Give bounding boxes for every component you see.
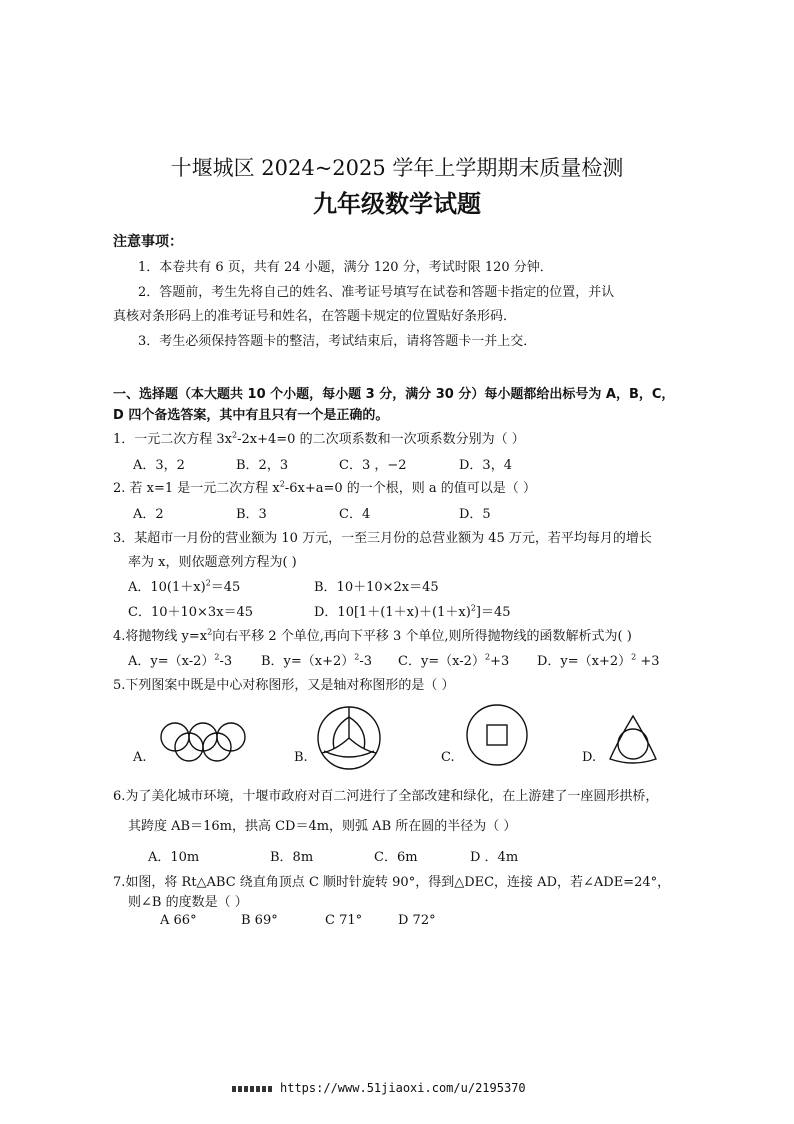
- q4-c-exponent: 2: [484, 652, 491, 662]
- q3-option-a: [128, 576, 240, 595]
- q4-c-post: +3: [490, 654, 510, 669]
- q4-b-pre: B．y=（x+2）: [261, 654, 355, 669]
- q4-option-d: [537, 650, 660, 669]
- q4-a-pre: A．y=（x-2）: [128, 654, 215, 669]
- notice-item-2: 2．答题前，考生先将自己的姓名、准考证号填写在试卷和答题卡指定的位置，并认: [138, 285, 615, 300]
- q3-a-pre: A．10(1＋x): [128, 580, 206, 595]
- question-5-stem: 5.下列图案中既是中心对称图形，又是轴对称图形的是（ ）: [113, 678, 455, 693]
- q7-option-b: B 69°: [241, 913, 278, 928]
- footer-mark-icon: [232, 1086, 274, 1092]
- q1-option-d: D．3，4: [459, 458, 512, 473]
- q4-d-pre: D．y=（x+2）: [537, 654, 632, 669]
- q2-stem-post: -6x+a=0 的一个根，则 a 的值可以是（ ）: [284, 481, 536, 496]
- q5-option-a-label: A.: [133, 750, 147, 765]
- q4-option-c: [398, 650, 509, 669]
- question-3-stem: 3．某超市一月份的营业额为 10 万元，一至三月份的总营业额为 45 万元，若平均每月的增长: [113, 531, 652, 546]
- q2-option-c: C．4: [339, 507, 371, 522]
- q3-option-b: B．10＋10×2x＝45: [314, 580, 439, 595]
- q6-option-c: C．6m: [374, 850, 418, 865]
- q3-option-d: [314, 601, 511, 620]
- q4-stem-pre: 4.将抛物线 y=x: [113, 629, 208, 644]
- q3-a-post: ＝45: [210, 580, 241, 595]
- coin-square-figure: [465, 703, 529, 767]
- q3-a-exponent: 2: [205, 578, 211, 588]
- question-6-stem-cont: 其跨度 AB＝16m，拱高 CD＝4m，则弧 AB 所在圆的半径为（ ）: [128, 819, 517, 834]
- q1-stem-post: -2x+4=0 的二次项系数和一次项系数分别为（ ）: [237, 432, 525, 447]
- olympic-rings-figure: [158, 720, 248, 762]
- q4-b-exponent: 2: [354, 652, 360, 662]
- exam-subtitle: 九年级数学试题: [313, 190, 481, 218]
- circle-three-arcs-figure: [316, 705, 382, 771]
- exam-title: 十堰城区 2024~2025 学年上学期期末质量检测: [170, 156, 624, 180]
- question-6-stem: 6.为了美化城市环境，十堰市政府对百二河进行了全部改建和绿化，在上游建了一座圆形拱桥，: [113, 789, 659, 804]
- q4-d-exponent: 2: [631, 652, 637, 662]
- q1-stem-pre: 1．一元二次方程 3x: [113, 432, 233, 447]
- trefoil-knot-figure: [604, 713, 662, 769]
- question-7-stem-cont: 则∠B 的度数是（ ）: [128, 895, 248, 910]
- q6-option-a: A．10m: [148, 850, 200, 865]
- q3-d-post: ]＝45: [475, 605, 511, 620]
- q1-option-a: A．3，2: [133, 458, 185, 473]
- q3-d-pre: D．10[1＋(1＋x)＋(1＋x): [314, 605, 471, 620]
- q4-a-exponent: 2: [214, 652, 220, 662]
- q2-option-d: D．5: [459, 507, 491, 522]
- q7-option-d: D 72°: [398, 913, 436, 928]
- q4-b-post: -3: [359, 654, 373, 669]
- q2-stem-pre: 2. 若 x=1 是一元二次方程 x: [113, 481, 280, 496]
- q5-option-d-label: D.: [582, 750, 597, 765]
- q1-option-b: B．2，3: [236, 458, 289, 473]
- q4-c-pre: C．y=（x-2）: [398, 654, 485, 669]
- q2-exponent: 2: [279, 479, 285, 489]
- q4-d-post: +3: [636, 654, 660, 669]
- q3-d-exponent: 2: [470, 603, 476, 613]
- section-heading: 一、选择题（本大题共 10 个小题，每小题 3 分，满分 30 分）每小题都给出标号为 A，B，C，: [113, 387, 675, 402]
- footer-url[interactable]: [232, 1081, 526, 1095]
- q5-option-b-label: B.: [294, 750, 308, 765]
- q4-option-a: [128, 650, 232, 669]
- q7-option-a: A 66°: [160, 913, 197, 928]
- notice-heading: 注意事项：: [113, 234, 183, 250]
- q4-stem-post: 向右平移 2 个单位,再向下平移 3 个单位,则所得抛物线的函数解析式为( ): [212, 629, 632, 644]
- q2-option-b: B．3: [236, 507, 267, 522]
- q6-option-d: D ．4m: [470, 850, 519, 865]
- q5-option-c-label: C.: [441, 750, 455, 765]
- q4-a-post: -3: [219, 654, 233, 669]
- question-7-stem: 7.如图，将 Rt△ABC 绕直角顶点 C 顺时针旋转 90°，得到△DEC，连接 AD，若∠ADE=24°，: [113, 875, 671, 890]
- footer-url-text[interactable]: https://www.51jiaoxi.com/u/2195370: [280, 1081, 526, 1095]
- notice-item-1: 1．本卷共有 6 页，共有 24 小题，满分 120 分，考试时限 120 分钟．: [138, 260, 553, 275]
- notice-item-2-cont: 真核对条形码上的准考证号和姓名，在答题卡规定的位置贴好条形码．: [113, 309, 517, 324]
- q6-option-b: B．8m: [270, 850, 314, 865]
- q3-option-c: C．10＋10×3x＝45: [128, 605, 254, 620]
- q4-exponent: 2: [207, 627, 213, 637]
- question-1-stem: [113, 428, 525, 447]
- question-4-stem: [113, 625, 632, 644]
- question-3-stem-cont: 率为 x，则依题意列方程为( ): [128, 555, 297, 570]
- section-heading-cont: D 四个备选答案，其中有且只有一个是正确的。: [113, 408, 389, 423]
- q1-exponent: 2: [232, 430, 238, 440]
- notice-item-3: 3．考生必须保持答题卡的整洁，考试结束后，请将答题卡一并上交．: [138, 334, 537, 349]
- q7-option-c: C 71°: [325, 913, 363, 928]
- q4-option-b: [261, 650, 372, 669]
- q1-option-c: C．3 ，−2: [339, 458, 407, 473]
- question-2-stem: [113, 477, 536, 496]
- q2-option-a: A．2: [133, 507, 164, 522]
